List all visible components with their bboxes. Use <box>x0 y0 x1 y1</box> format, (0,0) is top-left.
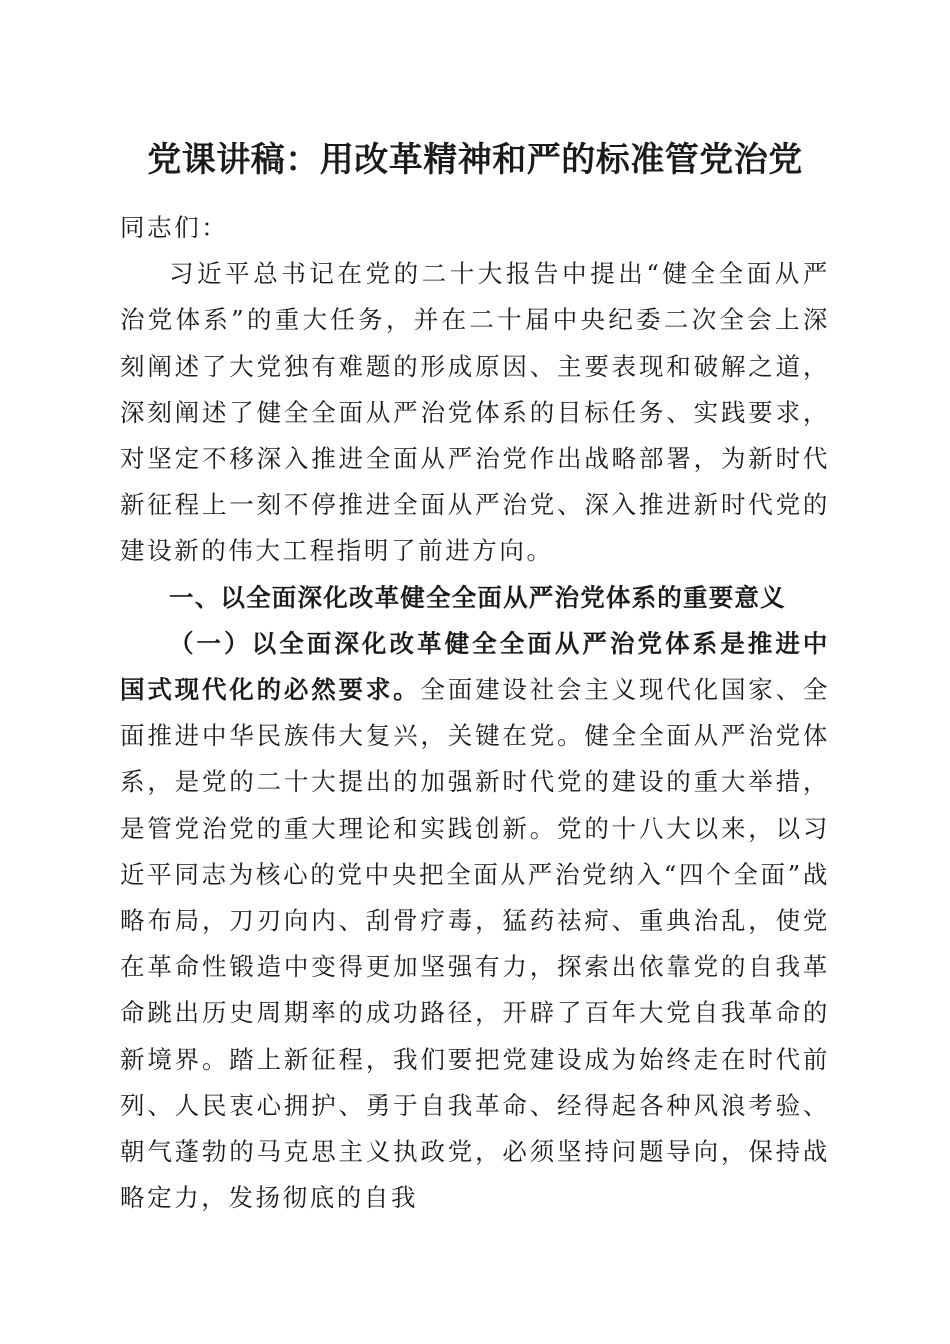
subsection-lead: （一）以全面深化改革健全全面从严治党体系是推进中国式现代化的必然要求。 <box>120 628 830 705</box>
subsection-text: 全面建设社会主义现代化国家、全面推进中华民族伟大复兴，关键在党。健全全面从严治党体系，是党的二十大提出的加强新时代党的建设的重大举措，是管党治党的重大理论和实践创新。党的十八大以来，以习近平同志为核心的党中央把全面从严治党纳入“四个全面”战略布局，刀刃向内、刮骨疗毒，猛药祛疴、重典治乱，使党在革命性锻造中变得更加坚强有力，探索出依靠党的自我革命跳出历史周期率的成功路径，开辟了百年大党自我革命的新境界。踏上新征程，我们要把党建设成为始终走在时代前列、人民衷心拥护、勇于自我革命、经得起各种风浪考验、朝气蓬勃的马克思主义执政党，必须坚持问题导向，保持战略定力，发扬彻底的自我 <box>120 675 831 1213</box>
salutation: 同志们： <box>120 213 229 242</box>
document-title: 党课讲稿：用改革精神和严的标准管党治党 <box>147 140 803 180</box>
section-heading: 一、以全面深化改革健全全面从严治党体系的重要意义 <box>169 582 786 612</box>
subsection-paragraph <box>120 621 830 1222</box>
intro-paragraph: 习近平总书记在党的二十大报告中提出“健全全面从严治党体系”的重大任务，并在二十届中央纪委二次全会上深刻阐述了大党独有难题的形成原因、主要表现和破解之道，深刻阐述了健全全面从严治党体系的目标任务、实践要求，对坚定不移深入推进全面从严治党作出战略部署，为新时代新征程上一刻不停推进全面从严治党、深入推进新时代党的建设新的伟大工程指明了前进方向。 <box>120 259 830 566</box>
document-body <box>120 205 830 1221</box>
